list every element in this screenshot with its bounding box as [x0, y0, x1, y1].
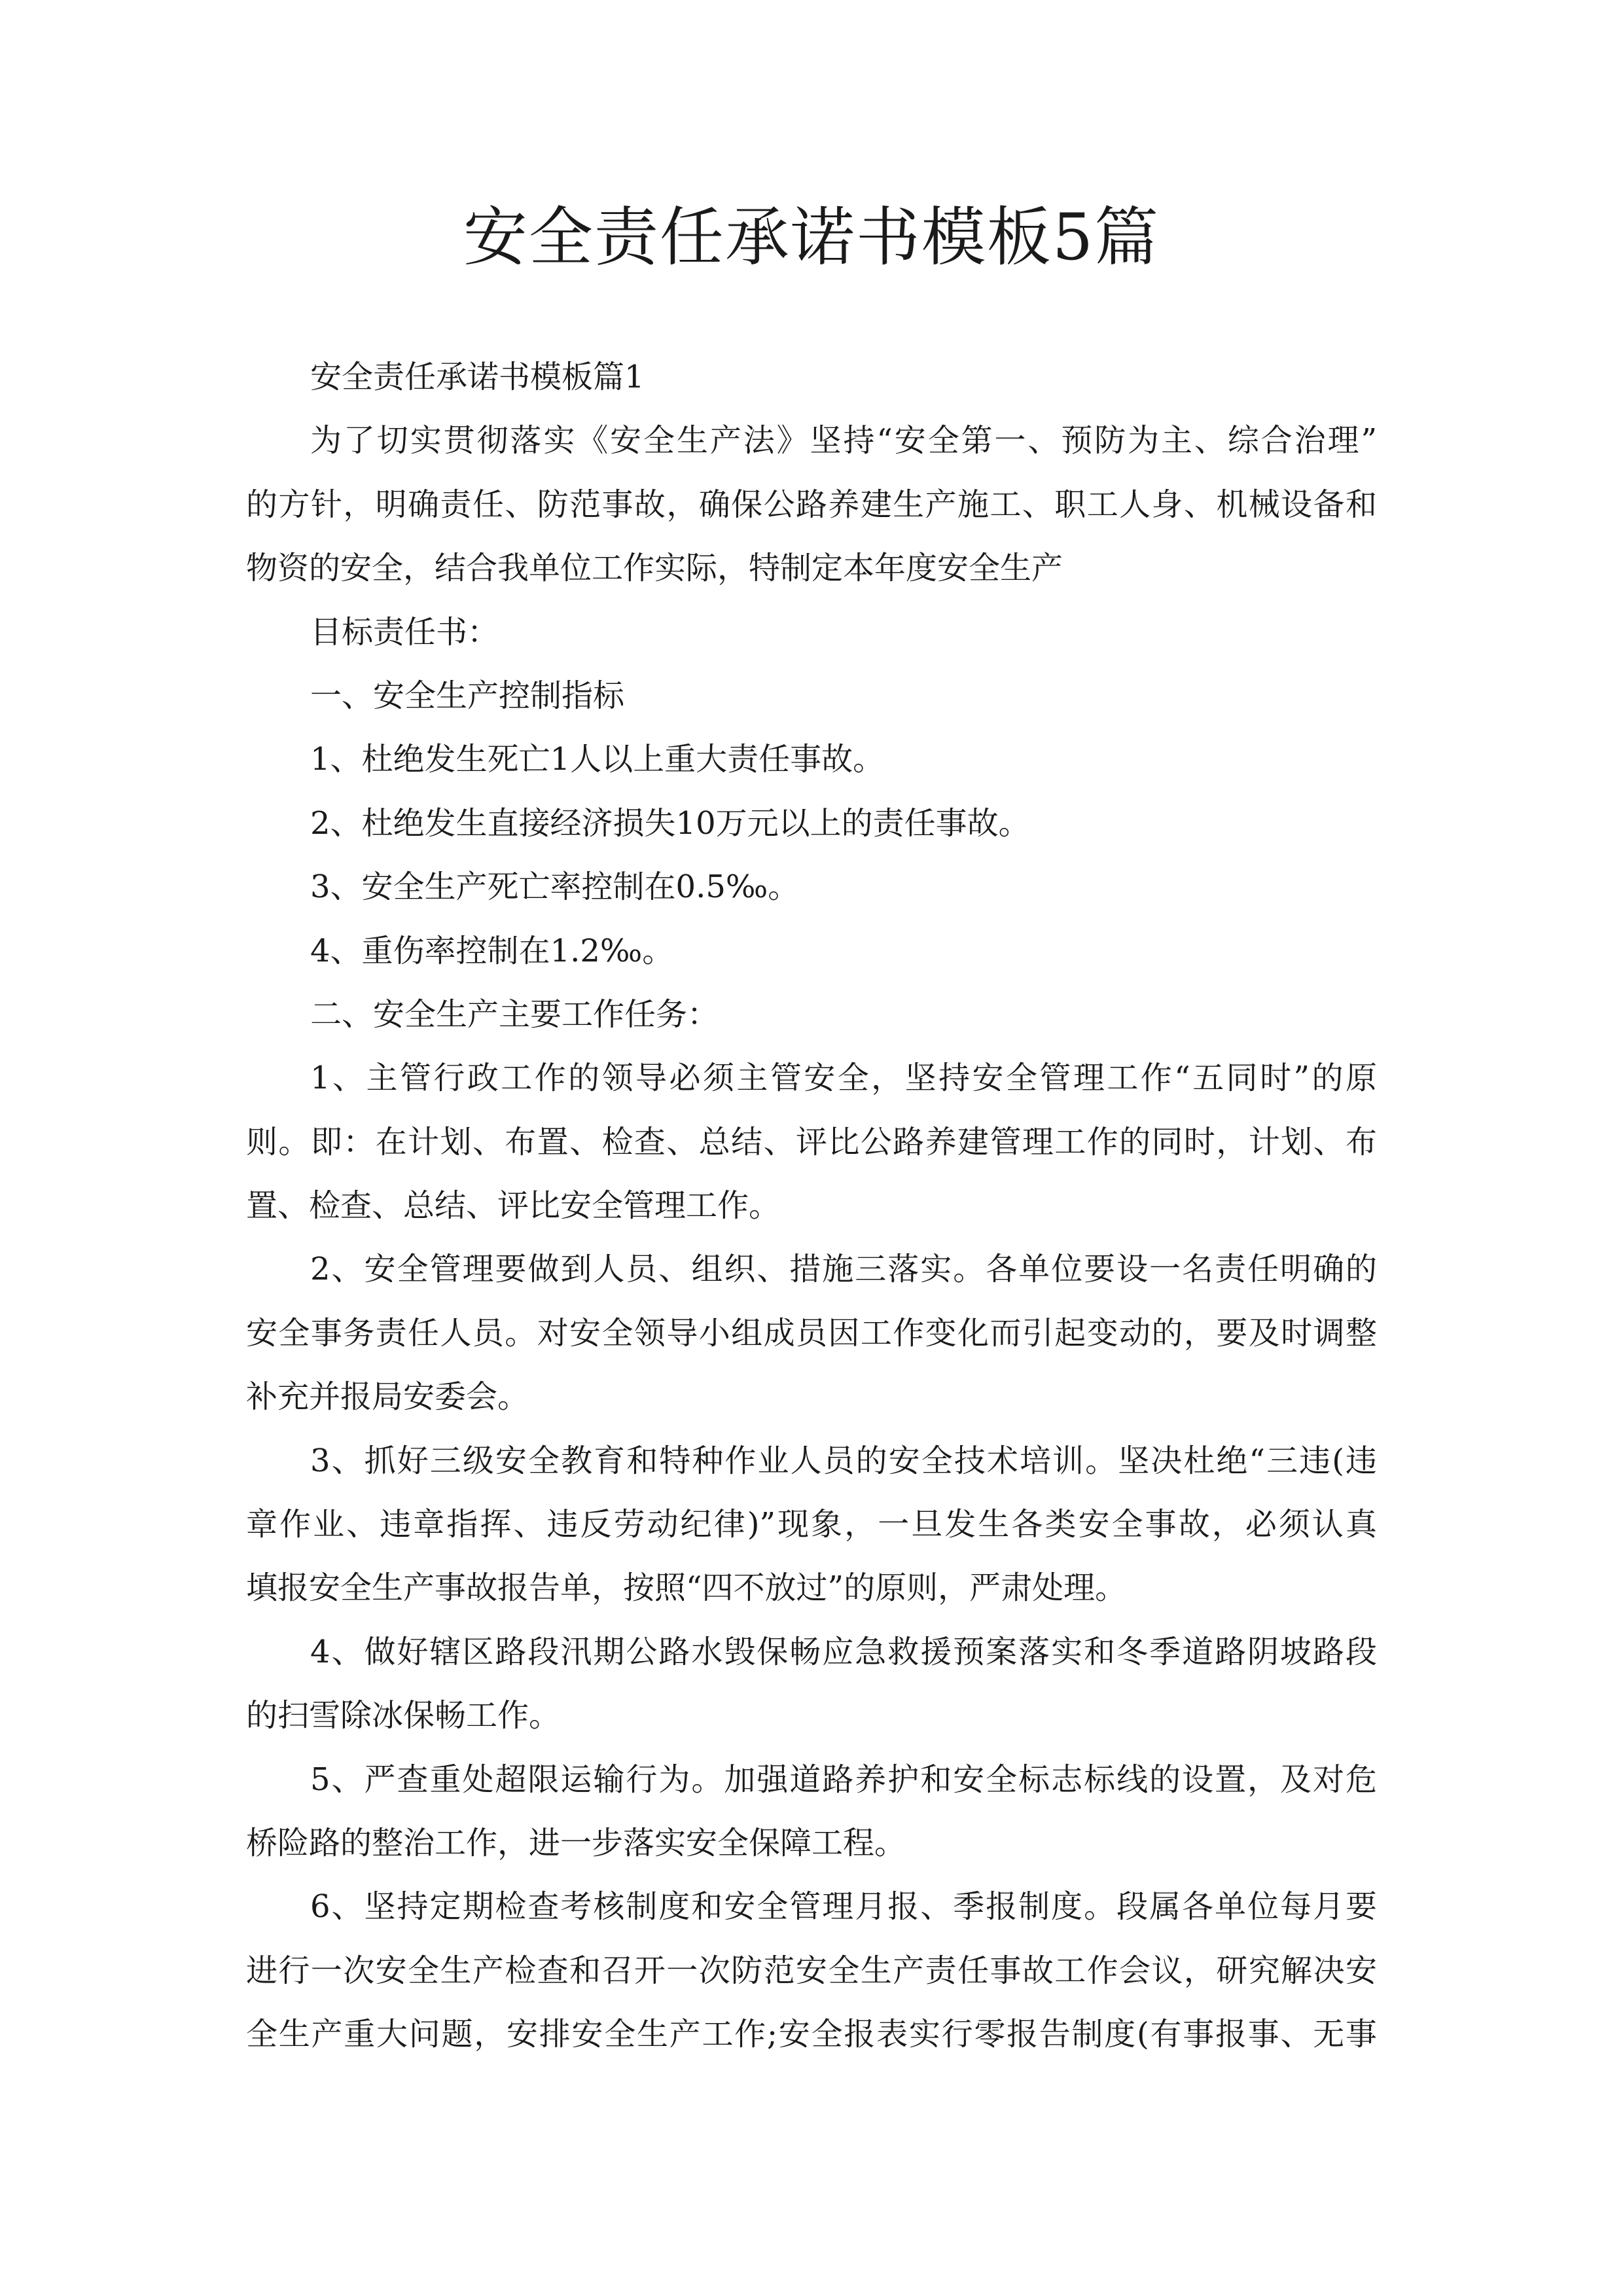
paragraph: [246, 1875, 1377, 2066]
text-line: 进行一次安全生产检查和召开一次防范安全生产责任事故工作会议，研究解决安: [246, 1952, 1377, 1989]
text-line: 则。即：在计划、布置、检查、总结、评比公路养建管理工作的同时，计划、布: [246, 1123, 1377, 1160]
text-line: 安全事务责任人员。对安全领导小组成员因工作变化而引起变动的，要及时调整: [246, 1314, 1377, 1352]
text-line: 填报安全生产事故报告单，按照“四不放过”的原则，严肃处理。: [246, 1570, 1127, 1607]
paragraph: [246, 664, 1377, 728]
paragraph: [246, 1621, 1377, 1748]
text-line: 3、安全生产死亡率控制在0.5‰。: [310, 869, 800, 906]
text-line: 4、做好辖区路段汛期公路水毁保畅应急救援预案落实和冬季道路阴坡路段: [310, 1633, 1377, 1670]
text-line: 5、严查重处超限运输行为。加强道路养护和安全标志标线的设置，及对危: [310, 1761, 1377, 1798]
text-line: 的扫雪除冰保畅工作。: [246, 1697, 561, 1734]
text-line: 1、杜绝发生死亡1人以上重大责任事故。: [310, 741, 885, 778]
paragraph: [246, 409, 1377, 600]
text-line: 为了切实贯彻落实《安全生产法》坚持“安全第一、预防为主、综合治理”: [310, 422, 1377, 459]
text-line: 章作业、违章指挥、违反劳动纪律)”现象，一旦发生各类安全事故，必须认真: [246, 1506, 1377, 1543]
text-line: 安全责任承诺书模板篇1: [310, 359, 645, 395]
paragraph: [246, 728, 1377, 791]
paragraph: [246, 601, 1377, 664]
text-line: 二、安全生产主要工作任务：: [310, 996, 719, 1033]
paragraph: [246, 983, 1377, 1047]
text-line: 全生产重大问题，安排安全生产工作;安全报表实行零报告制度(有事报事、无事: [246, 2016, 1377, 2053]
text-line: 1、主管行政工作的领导必须主管安全，坚持安全管理工作“五同时”的原: [310, 1060, 1377, 1097]
text-line: 补充并报局安委会。: [246, 1378, 529, 1416]
text-line: 的方针，明确责任、防范事故，确保公路养建生产施工、职工人身、机械设备和: [246, 486, 1377, 523]
text-line: 一、安全生产控制指标: [310, 677, 625, 714]
text-line: 6、坚持定期检查考核制度和安全管理月报、季报制度。段属各单位每月要: [310, 1888, 1377, 1926]
text-line: 目标责任书：: [310, 613, 499, 651]
paragraph: [246, 855, 1377, 919]
paragraph: [246, 346, 1377, 409]
text-line: 4、重伤率控制在1.2‰。: [310, 932, 674, 969]
text-line: 物资的安全，结合我单位工作实际，特制定本年度安全生产: [246, 550, 1063, 587]
paragraph: [246, 1429, 1377, 1621]
text-line: 桥险路的整治工作，进一步落实安全保障工程。: [246, 1824, 906, 1861]
text-line: 2、安全管理要做到人员、组织、措施三落实。各单位要设一名责任明确的: [310, 1251, 1377, 1288]
document-body: [246, 346, 1377, 2067]
paragraph: [246, 920, 1377, 983]
paragraph: [246, 792, 1377, 855]
document-title: 安全责任承诺书模板5篇: [463, 200, 1160, 275]
paragraph: [246, 1238, 1377, 1429]
paragraph: [246, 1047, 1377, 1238]
text-line: 置、检查、总结、评比安全管理工作。: [246, 1187, 781, 1225]
paragraph: [246, 1748, 1377, 1876]
text-line: 3、抓好三级安全教育和特种作业人员的安全技术培训。坚决杜绝“三违(违: [310, 1442, 1377, 1479]
text-line: 2、杜绝发生直接经济损失10万元以上的责任事故。: [310, 804, 1030, 842]
